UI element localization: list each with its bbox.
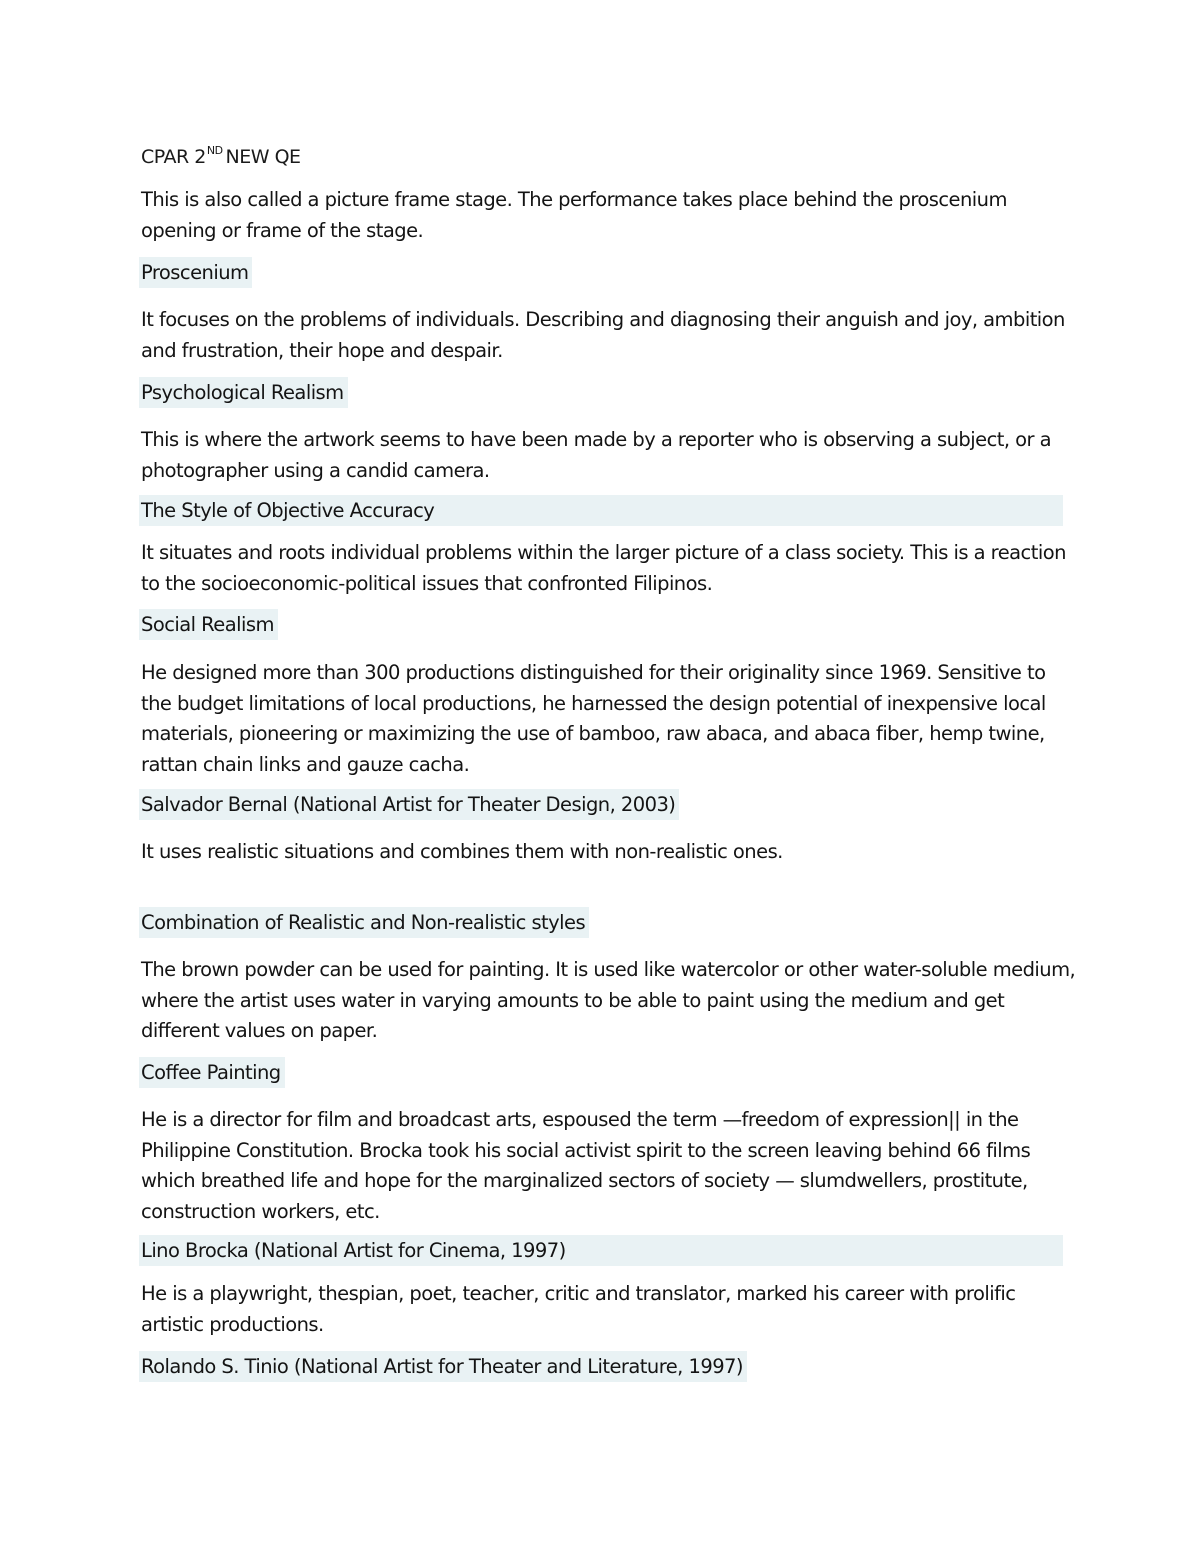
question-text: This is also called a picture frame stage. The performance takes place behind the proscenium opening or frame of the stage. bbox=[141, 188, 1007, 242]
question-text: The brown powder can be used for painting. It is used like watercolor or other water-soluble medium, where the artist uses water in varying amounts to be able to paint using the medium and get different values on paper. bbox=[141, 958, 1076, 1042]
title-main: CPAR 2 bbox=[141, 146, 206, 168]
question-text: He is a playwright, thespian, poet, teacher, critic and translator, marked his career with prolific artistic productions. bbox=[141, 1282, 1016, 1336]
answer-highlight: Rolando S. Tinio (National Artist for Theater and Literature, 1997) bbox=[139, 1351, 747, 1382]
answer-highlight: Combination of Realistic and Non-realistic styles bbox=[139, 907, 589, 938]
title-superscript: ND bbox=[206, 144, 223, 157]
question-text: This is where the artwork seems to have been made by a reporter who is observing a subject, or a photographer using a candid camera. bbox=[141, 428, 1052, 482]
answer-highlight: Social Realism bbox=[139, 609, 278, 640]
title-rest: NEW QE bbox=[225, 146, 301, 168]
document-title bbox=[141, 146, 301, 168]
answer-highlight: Lino Brocka (National Artist for Cinema, 1997) bbox=[139, 1235, 1063, 1266]
question-text: It situates and roots individual problems within the larger picture of a class society. This is a reaction to the socioeconomic-political issues that confronted Filipinos. bbox=[141, 541, 1066, 595]
answer-highlight: Proscenium bbox=[139, 257, 252, 288]
answer-highlight: The Style of Objective Accuracy bbox=[139, 495, 1063, 526]
question-text: He designed more than 300 productions distinguished for their originality since 1969. Sensitive to the budget limitations of local productions, he harnessed the design potential of inexpensive local materials, pioneering or maximizing the use of bamboo, raw abaca, and abaca fiber, hemp twine, rattan chain links and gauze cacha. bbox=[141, 661, 1046, 776]
answer-highlight: Coffee Painting bbox=[139, 1057, 285, 1088]
answer-highlight: Salvador Bernal (National Artist for Theater Design, 2003) bbox=[139, 789, 679, 820]
answer-highlight: Psychological Realism bbox=[139, 377, 348, 408]
question-text: It uses realistic situations and combines them with non-realistic ones. bbox=[141, 840, 783, 863]
question-text: It focuses on the problems of individuals. Describing and diagnosing their anguish and joy, ambition and frustration, their hope and despair. bbox=[141, 308, 1065, 362]
question-text: He is a director for film and broadcast arts, espoused the term —freedom of expression|| in the Philippine Constitution. Brocka took his social activist spirit to the screen leaving behind 66 films which breathed life and hope for the marginalized sectors of society — slumdwellers, prostitute, construction workers, etc. bbox=[141, 1108, 1031, 1223]
